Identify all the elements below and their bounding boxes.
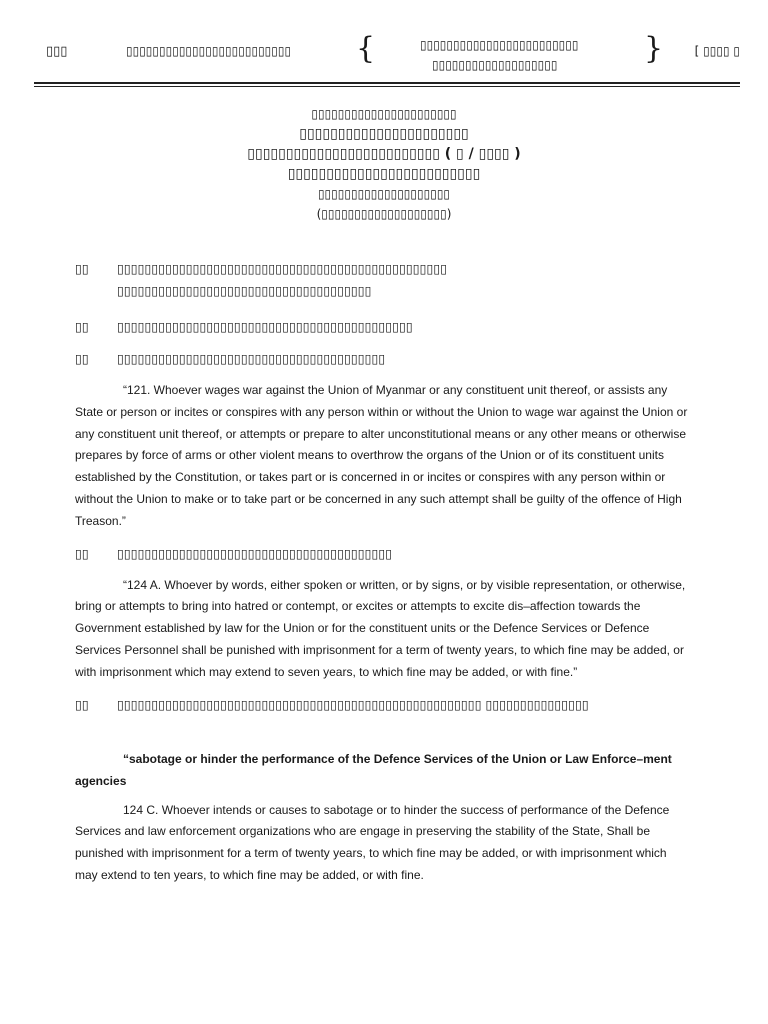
law-heading-date-gregorian: (▯▯▯▯▯▯▯▯▯▯▯▯▯▯▯▯▯▯▯) (316, 207, 452, 221)
header-rule-thick (34, 82, 740, 84)
law-heading-council: ▯▯▯▯▯▯▯▯▯▯▯▯▯▯▯▯▯▯▯▯▯▯ (299, 126, 469, 142)
clause-text: ▯▯▯▯▯▯▯▯▯▯▯▯▯▯▯▯▯▯▯▯▯▯▯▯▯▯▯▯▯▯▯▯▯▯▯▯▯▯▯▯▯▯▯ (117, 319, 413, 334)
clause-1 (75, 258, 692, 310)
clause-text: ▯▯▯▯▯▯▯▯▯▯▯▯▯▯▯▯▯▯▯▯▯▯▯▯▯▯▯▯▯▯▯▯▯▯▯▯▯▯▯▯▯▯▯▯▯▯▯▯▯▯▯▯▯ ▯▯▯▯▯▯▯▯▯▯▯▯▯▯▯ (117, 696, 589, 712)
clause-number: ▯▯ (75, 319, 89, 334)
part-label: [ ▯▯▯▯ ▯ (694, 44, 740, 58)
left-brace: { (356, 31, 376, 66)
gazette-title: ▯▯▯▯▯▯▯▯▯▯▯▯▯▯▯▯▯▯▯▯▯▯▯▯▯ (126, 44, 292, 58)
law-heading (0, 104, 768, 224)
clause-text: ▯▯▯▯▯▯▯▯▯▯▯▯▯▯▯▯▯▯▯▯▯▯▯▯▯▯▯▯▯▯▯▯▯▯▯▯▯▯▯▯▯▯▯▯▯▯▯▯ ▯▯▯▯▯▯▯▯▯▯▯▯▯▯▯▯▯▯▯▯▯▯▯▯▯▯▯▯▯▯▯▯▯▯▯▯▯ (117, 261, 448, 298)
clause-5 (75, 694, 692, 738)
law-heading-date-myanmar: ▯▯▯▯▯▯▯▯▯▯▯▯▯▯▯▯▯▯▯▯ (317, 187, 451, 201)
page-number: ▯▯▯ (46, 44, 68, 59)
clause-2 (75, 316, 692, 338)
clause-4 (75, 543, 692, 565)
law-heading-country: ▯▯▯▯▯▯▯▯▯▯▯▯▯▯▯▯▯▯▯▯▯▯ (311, 107, 457, 121)
section-124c-text: 124 C. Whoever intends or causes to sabotage or to hinder the success of performance of the Defence Services and law enforcement organizations who are engage in preserving the stability of the State, Shall be punished with imprisonment for a term of twenty years, to which fine may be added, or with imprisonment which may extend to ten years, to which fine may be added, or with fine. (75, 802, 670, 882)
clause-3 (75, 348, 692, 370)
law-body (75, 258, 692, 887)
running-header (34, 31, 740, 86)
clause-number: ▯▯ (75, 545, 89, 561)
clause-number: ▯▯ (75, 351, 89, 366)
clause-number: ▯▯ (75, 261, 89, 276)
date-line-2: ▯▯▯▯▯▯▯▯▯▯▯▯▯▯▯▯▯▯▯ (432, 58, 558, 72)
clause-number: ▯▯ (75, 696, 89, 712)
clause-text: ▯▯▯▯▯▯▯▯▯▯▯▯▯▯▯▯▯▯▯▯▯▯▯▯▯▯▯▯▯▯▯▯▯▯▯▯▯▯▯▯ (117, 545, 393, 561)
right-brace: } (644, 31, 664, 66)
header-rule-thin (34, 86, 740, 87)
law-heading-law-number: ▯▯▯▯▯▯▯▯▯▯▯▯▯▯▯▯▯▯▯▯▯▯▯▯▯ ( ▯ / ▯▯▯▯ ) (247, 146, 521, 162)
date-line-1: ▯▯▯▯▯▯▯▯▯▯▯▯▯▯▯▯▯▯▯▯▯▯▯▯ (420, 38, 579, 52)
section-124c-heading: “sabotage or hinder the performance of the Defence Services of the Union or Law Enforce–ment agencies (75, 751, 672, 788)
section-124a-text: “124 A. Whoever by words, either spoken or written, or by signs, or by visible representation, or otherwise, bring or attempts to bring into hatred or contempt, or excites or attempts to excite dis–affection towards the Government established by law for the Union or for the constituent units or the Defence Services or Defence Services Personnel shall be punished with imprisonment for a term of twenty years, to which fine may be added, or with imprisonment which may extend to seven years, to which fine may be added, or with fine.” (75, 577, 686, 679)
section-121-text: “121. Whoever wages war against the Union of Myanmar or any constituent unit thereof, or assists any State or person or incites or conspires with any person within or without the Union to wage war against the Union or any constituent unit thereof, or attempts or prepare to alter unconstitutional means or any other means or otherwise prepares by force of arms or other violent means to overthrow the organs of the Union or of its constituent units established by the Constitution, or takes part or is concerned in or incites or conspires with any person within or without the Union to make or to take part or be concerned in any such attempt shall be guilty of the offence of High Treason.” (75, 383, 688, 528)
clause-text: ▯▯▯▯▯▯▯▯▯▯▯▯▯▯▯▯▯▯▯▯▯▯▯▯▯▯▯▯▯▯▯▯▯▯▯▯▯▯▯ (117, 351, 386, 366)
law-heading-law-title: ▯▯▯▯▯▯▯▯▯▯▯▯▯▯▯▯▯▯▯▯▯▯▯▯▯ (287, 166, 481, 182)
